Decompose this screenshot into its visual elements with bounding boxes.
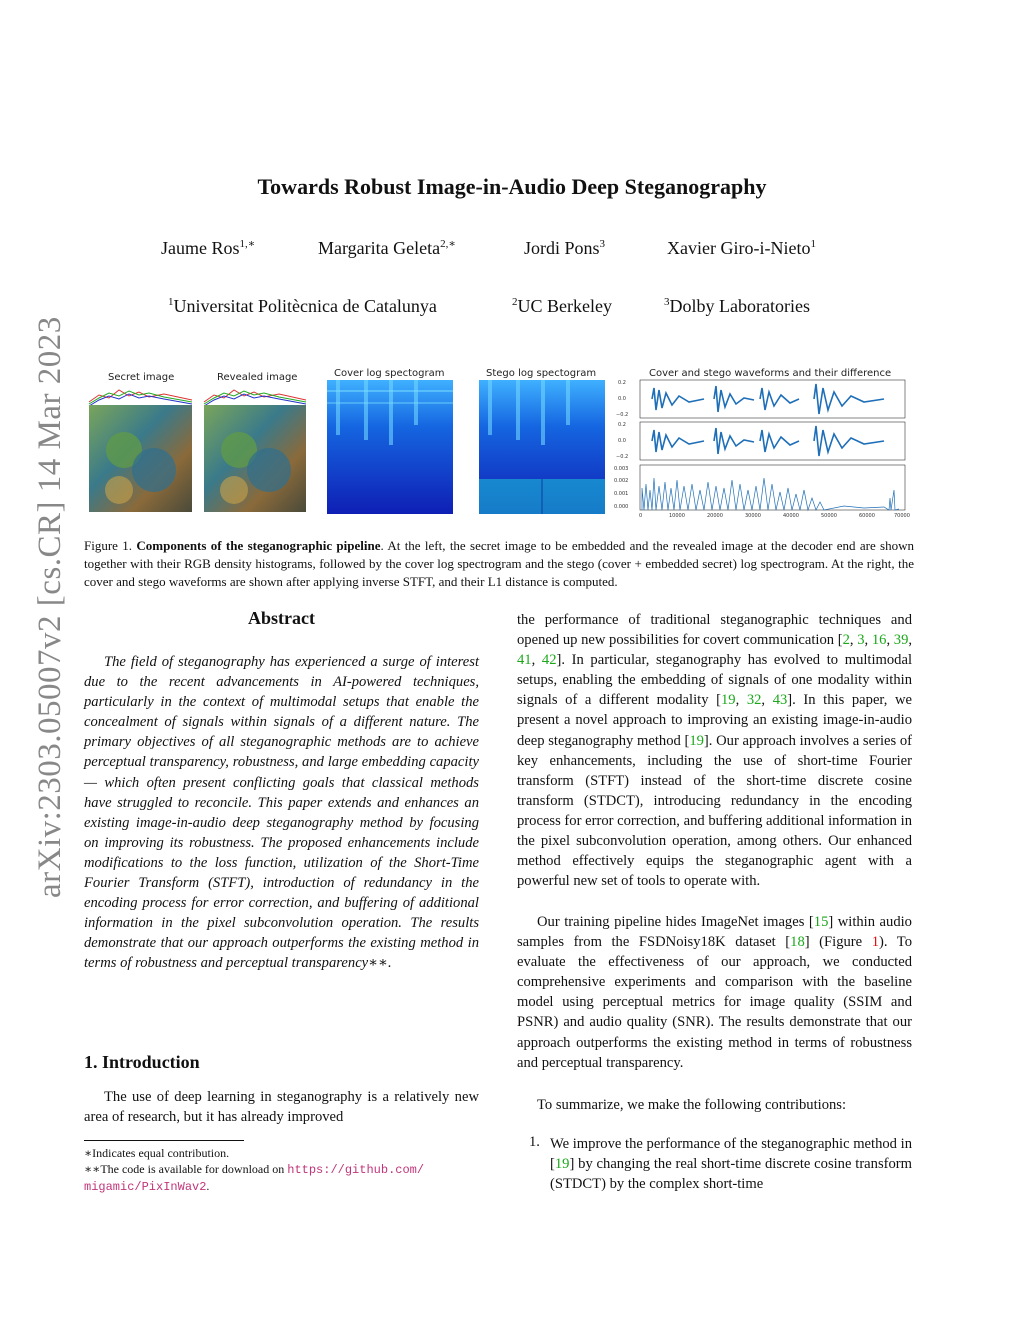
- stego-waveform-plot: [616, 422, 905, 460]
- svg-text:0.002: 0.002: [614, 478, 629, 484]
- citation[interactable]: 2: [842, 632, 850, 649]
- svg-text:0.0: 0.0: [618, 438, 626, 444]
- cover-spectrogram: [327, 380, 453, 514]
- footnotes: [84, 1145, 479, 1195]
- svg-text:0: 0: [639, 513, 643, 519]
- footnote-1: ∗Indicates equal contribution.: [84, 1146, 230, 1160]
- contribution-item-1: We improve the performance of the steganographic method in [19] by changing the real short-time discrete cosine transform (STDCT) by the complex short-time: [550, 1136, 912, 1193]
- stego-spectrogram-title: Stego log spectogram: [486, 368, 597, 379]
- svg-text:10000: 10000: [669, 513, 685, 519]
- difference-plot: [614, 465, 910, 519]
- intro-paragraph-1: the performance of traditional steganographic techniques and opened up new possibilities for covert communication [2, 3, 16, 39, 41, 42]. In particular, steganography has evolved to multimodal setups, enabling the embedding of signals of one modality within signals of a different modality [19, 32, 43]. In this paper, we present a novel approach to improving an existing image-in-audio deep steganography method [19]. Our approach involves a series of key enhancements, including the use of short-time Fourier transform (STFT) instead of the short-time discrete cosine transform (STDCT), introducing redundancy in the encoding process for error correction, and buffering additional information in the pixel subconvolution operation, among others. Our enhanced method effectively equips the steganographic agent with a powerful new set of tools to operate with.: [517, 612, 913, 890]
- cover-spectrogram-title: Cover log spectogram: [334, 368, 445, 379]
- arxiv-identifier: arXiv:2303.05007v2 [cs.CR] 14 Mar 2023: [32, 316, 68, 898]
- svg-text:40000: 40000: [783, 513, 799, 519]
- list-number: 1.: [529, 1134, 540, 1150]
- svg-text:30000: 30000: [745, 513, 761, 519]
- svg-text:50000: 50000: [821, 513, 837, 519]
- citation[interactable]: 42: [541, 652, 557, 669]
- code-link-cont[interactable]: migamic/PixInWav2: [84, 1180, 207, 1194]
- citation[interactable]: 15: [813, 914, 829, 930]
- citation[interactable]: 18: [790, 934, 805, 951]
- intro-paragraph-3: To summarize, we make the following contributions:: [537, 1097, 847, 1113]
- intro-paragraph-2: Our training pipeline hides ImageNet images [15] within audio samples from the FSDNoisy18K dataset [18] (Figure 1). To evaluate the effectiveness of our approach, we conducted comprehensive experiments and comparison with the baseline model using perceptual metrics for image quality (SSIM and PSNR) and audio quality (SNR). The results demonstrate that our approach outperforms the existing method in terms of robustness and perceptual transparency.: [517, 914, 912, 1071]
- citation[interactable]: 32: [746, 692, 762, 709]
- svg-text:0.2: 0.2: [618, 422, 626, 428]
- svg-text:60000: 60000: [859, 513, 875, 519]
- svg-text:20000: 20000: [707, 513, 723, 519]
- svg-text:0.000: 0.000: [614, 504, 629, 510]
- introduction-text: The use of deep learning in steganography is a relatively new area of research, but it has already improved: [84, 1089, 479, 1126]
- code-link[interactable]: https://github.com/: [287, 1163, 425, 1177]
- stego-spectrogram: [479, 380, 605, 514]
- author-3: Jordi Pons$^3$: [524, 238, 606, 258]
- paper-title: Towards Robust Image-in-Audio Deep Steganography: [257, 174, 767, 199]
- citation[interactable]: 3: [857, 632, 865, 649]
- citation[interactable]: 19: [720, 692, 736, 709]
- citation[interactable]: 19: [554, 1156, 570, 1173]
- svg-text:0.003: 0.003: [614, 466, 629, 472]
- svg-text:70000: 70000: [894, 513, 910, 519]
- author-2: Margarita Geleta$^{2,∗}$: [318, 238, 456, 258]
- citation[interactable]: 19: [689, 732, 704, 749]
- waveforms-title: Cover and stego waveforms and their difference: [649, 368, 892, 379]
- citation[interactable]: 16: [871, 632, 887, 649]
- cover-waveform-plot: [616, 380, 905, 418]
- citation[interactable]: 43: [772, 692, 788, 709]
- svg-text:0.001: 0.001: [614, 491, 629, 497]
- svg-text:0.0: 0.0: [618, 396, 626, 402]
- secret-image-title: Secret image: [108, 372, 175, 383]
- citation[interactable]: 41: [517, 652, 532, 669]
- svg-text:0.2: 0.2: [618, 380, 626, 386]
- footnote-2: ∗∗The code is available for download on https://github.com/ migamic/PixInWav2.: [84, 1162, 425, 1194]
- affiliation-3: $^3$Dolby Laboratories: [664, 296, 810, 316]
- figure-caption: Figure 1. Components of the steganographic pipeline. At the left, the secret image to be embedded and the revealed image at the decoder end are shown together with their RGB density histograms, followed by the cover log spectrogram and the stego (cover + embedded secret) log spectrogram. At the right, the cover and stego waveforms are shown after applying inverse STFT, and their L1 distance is computed.: [84, 538, 914, 589]
- affiliation-1: $^1$Universitat Politècnica de Catalunya: [168, 296, 437, 316]
- citation[interactable]: 39: [893, 632, 909, 649]
- author-4: Xavier Giro-i-Nieto$^1$: [667, 238, 816, 258]
- abstract-text: The field of steganography has experienced a surge of interest due to the recent advancements in AI-powered techniques, particularly in the context of multimodal setups that enable the concealment of signals within signals of a different nature. The primary objectives of all steganographic methods are to achieve perceptual transparency, robustness, and large embedding capacity — which often present conflicting goals that classical methods have struggled to reconcile. This paper extends and enhances an existing image-in-audio deep steganography method by focusing on improving its robustness. The proposed enhancements include modifications to the loss function, utilization of the Short-Time Fourier Transform (STFT), introduction of redundancy in the encoding process for error correction, and buffering of additional information in the pixel subconvolution operation. The results demonstrate that our approach outperforms the existing method in terms of robustness and perceptual transparency∗∗.: [84, 654, 479, 972]
- figure-reference[interactable]: 1: [871, 934, 879, 951]
- footnote-rule: [84, 1140, 244, 1141]
- introduction-heading: 1. Introduction: [84, 1052, 200, 1072]
- figure-1: [84, 360, 914, 525]
- revealed-image: [204, 390, 306, 512]
- author-1: Jaume Ros$^{1,∗}$: [161, 238, 256, 258]
- revealed-image-title: Revealed image: [217, 372, 298, 383]
- abstract-heading: Abstract: [248, 608, 315, 628]
- secret-image: [89, 390, 192, 512]
- svg-text:−0.2: −0.2: [616, 454, 629, 460]
- svg-text:−0.2: −0.2: [616, 412, 629, 418]
- affiliation-2: $^2$UC Berkeley: [512, 296, 612, 316]
